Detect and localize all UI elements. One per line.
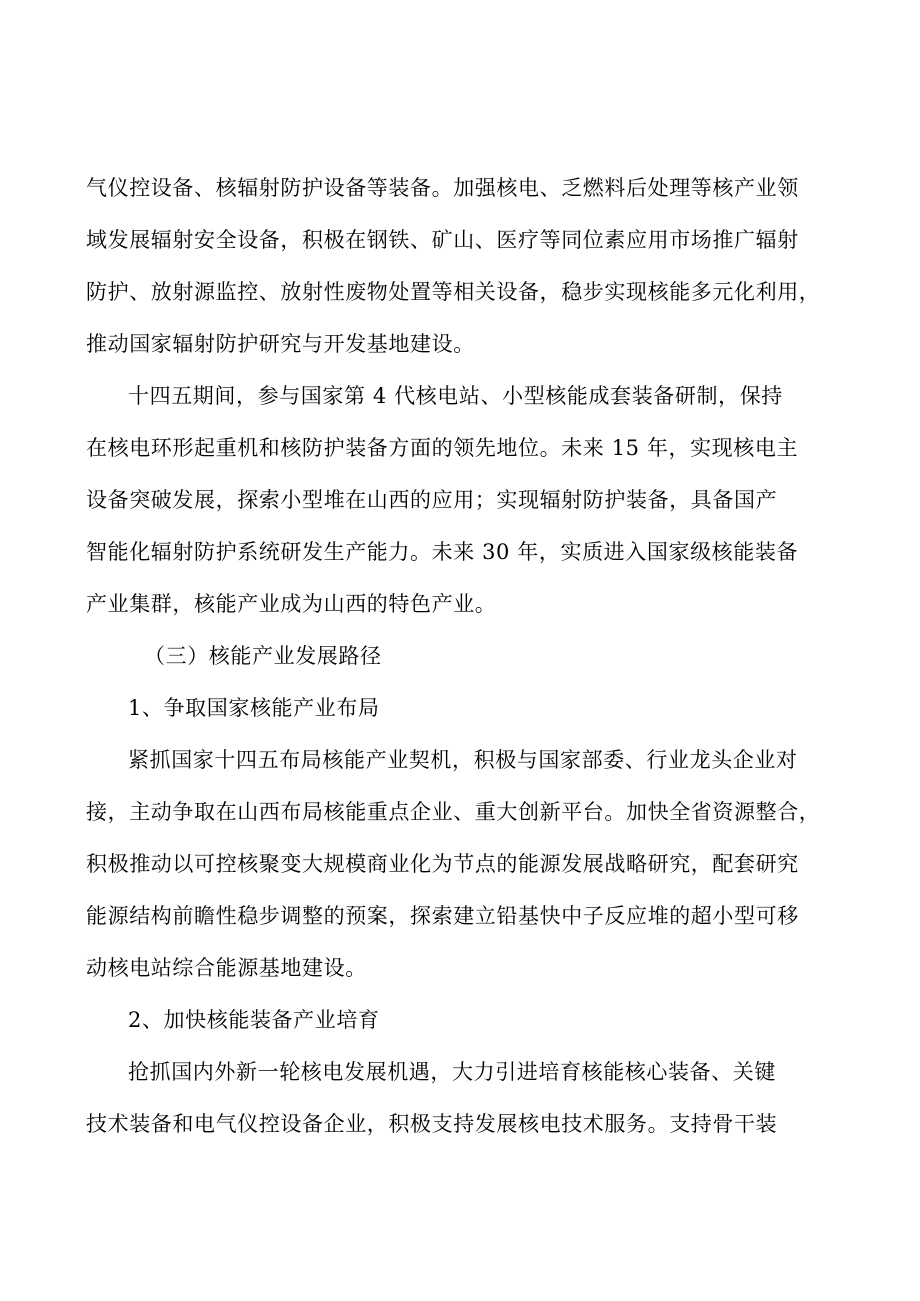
paragraph-line: 能源结构前瞻性稳步调整的预案，探索建立铅基快中子反应堆的超小型可移 (86, 904, 799, 928)
paragraph-line: 紧抓国家十四五布局核能产业契机，积极与国家部委、行业龙头企业对 (128, 748, 798, 772)
subheading-2: 2、加快核能装备产业培育 (128, 1008, 380, 1032)
paragraph-line: 在核电环形起重机和核防护装备方面的领先地位。未来 15 年，实现核电主 (86, 436, 799, 460)
paragraph-line: 十四五期间，参与国家第 4 代核电站、小型核能成套装备研制，保持 (128, 384, 783, 408)
paragraph-line: 技术装备和电气仪控设备企业，积极支持发展核电技术服务。支持骨干装 (86, 1112, 778, 1136)
paragraph-line: 域发展辐射安全设备，积极在钢铁、矿山、医疗等同位素应用市场推广辐射 (86, 228, 799, 252)
paragraph-3 (86, 734, 886, 994)
paragraph-4 (86, 1046, 886, 1150)
paragraph-line: 气仪控设备、核辐射防护设备等装备。加强核电、乏燃料后处理等核产业领 (86, 176, 799, 200)
paragraph-1 (86, 162, 886, 370)
paragraph-line: 智能化辐射防护系统研发生产能力。未来 30 年，实质进入国家级核能装备 (86, 540, 799, 564)
section-heading: （三）核能产业发展路径 (144, 644, 382, 668)
paragraph-line: 动核电站综合能源基地建设。 (86, 956, 367, 980)
paragraph-line: 抢抓国内外新一轮核电发展机遇，大力引进培育核能核心装备、关键 (128, 1060, 776, 1084)
paragraph-line: 设备突破发展，探索小型堆在山西的应用；实现辐射防护装备，具备国产 (86, 488, 778, 512)
paragraph-line: 接，主动争取在山西布局核能重点企业、重大创新平台。加快全省资源整合， (86, 800, 821, 824)
paragraph-2 (86, 370, 886, 630)
subheading-1: 1、争取国家核能产业布局 (128, 696, 380, 720)
paragraph-line: 产业集群，核能产业成为山西的特色产业。 (86, 592, 497, 616)
paragraph-line: 防护、放射源监控、放射性废物处置等相关设备，稳步实现核能多元化利用， (86, 280, 821, 304)
document-body (86, 162, 886, 1150)
paragraph-line: 积极推动以可控核聚变大规模商业化为节点的能源发展战略研究，配套研究 (86, 852, 799, 876)
paragraph-line: 推动国家辐射防护研究与开发基地建设。 (86, 332, 475, 356)
